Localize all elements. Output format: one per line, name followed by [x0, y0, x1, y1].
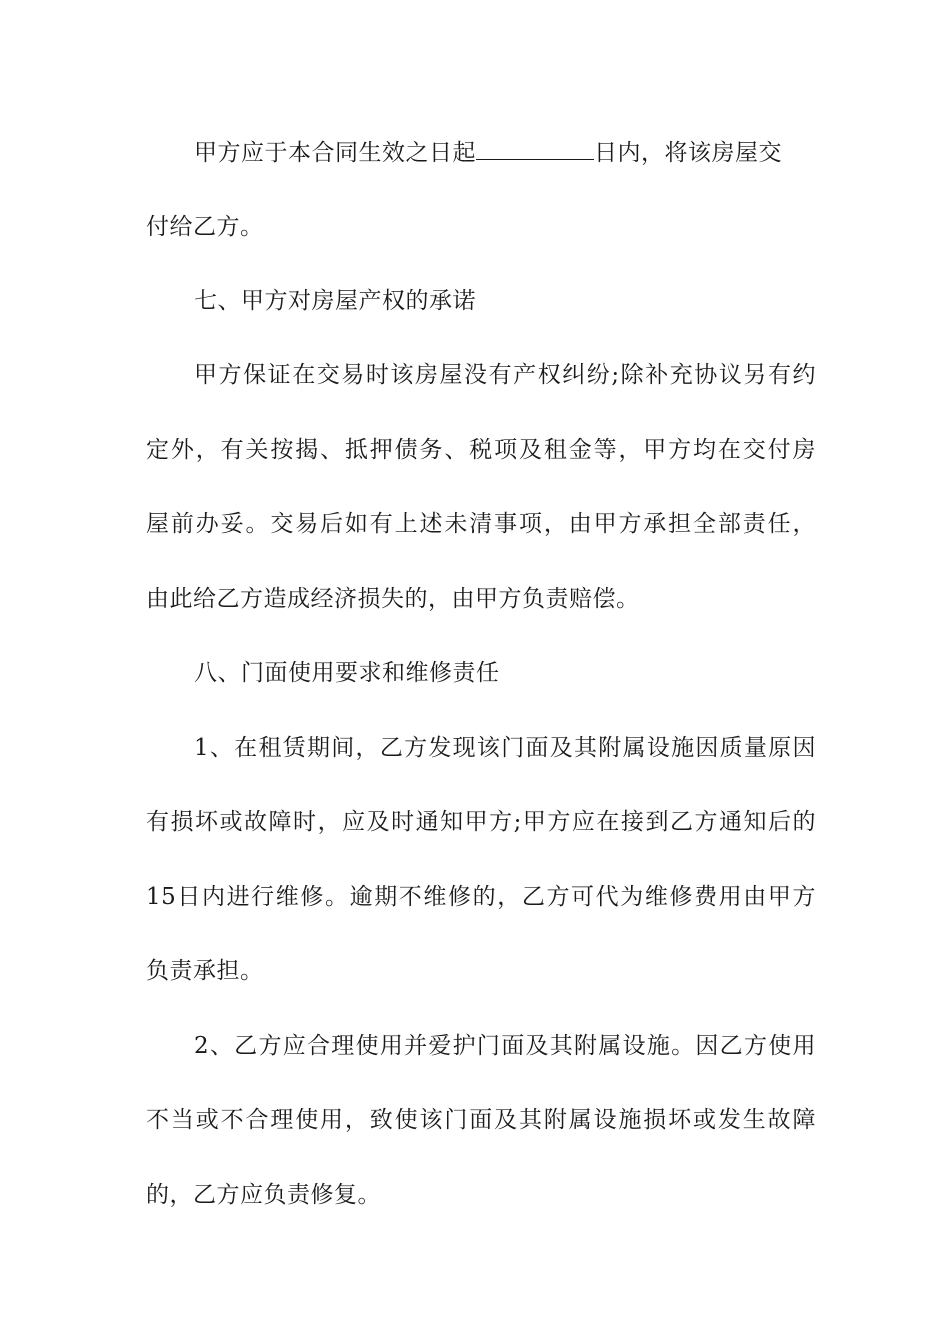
paragraph-line: 有损坏或故障时，应及时通知甲方;甲方应在接到乙方通知后的 [146, 809, 816, 835]
paragraph-line: 负责承担。 [146, 958, 264, 984]
line-text: 甲方应于本合同生效之日起 [194, 140, 476, 166]
paragraph-line: 1、在租赁期间，乙方发现该门面及其附属设施因质量原因 [194, 735, 816, 761]
paragraph-line: 的，乙方应负责修复。 [146, 1182, 381, 1208]
paragraph-line: 由此给乙方造成经济损失的，由甲方负责赔偿。 [146, 586, 640, 612]
line-text: 日内，将该房屋交 [594, 140, 782, 166]
paragraph-line: 甲方保证在交易时该房屋没有产权纠纷;除补充协议另有约 [194, 362, 816, 388]
fill-in-blank [476, 137, 594, 160]
paragraph-line: 付给乙方。 [146, 214, 264, 240]
paragraph-line [194, 137, 864, 167]
paragraph-line: 2、乙方应合理使用并爱护门面及其附属设施。因乙方使用 [194, 1033, 816, 1059]
paragraph-line: 屋前办妥。交易后如有上述未清事项，由甲方承担全部责任， [146, 511, 816, 537]
paragraph-line: 15日内进行维修。逾期不维修的，乙方可代为维修费用由甲方 [146, 884, 816, 910]
section-heading: 七、甲方对房屋产权的承诺 [194, 288, 476, 314]
section-heading: 八、门面使用要求和维修责任 [194, 660, 500, 686]
paragraph-line: 不当或不合理使用，致使该门面及其附属设施损坏或发生故障 [146, 1107, 816, 1133]
paragraph-line: 定外，有关按揭、抵押债务、税项及租金等，甲方均在交付房 [146, 437, 816, 463]
